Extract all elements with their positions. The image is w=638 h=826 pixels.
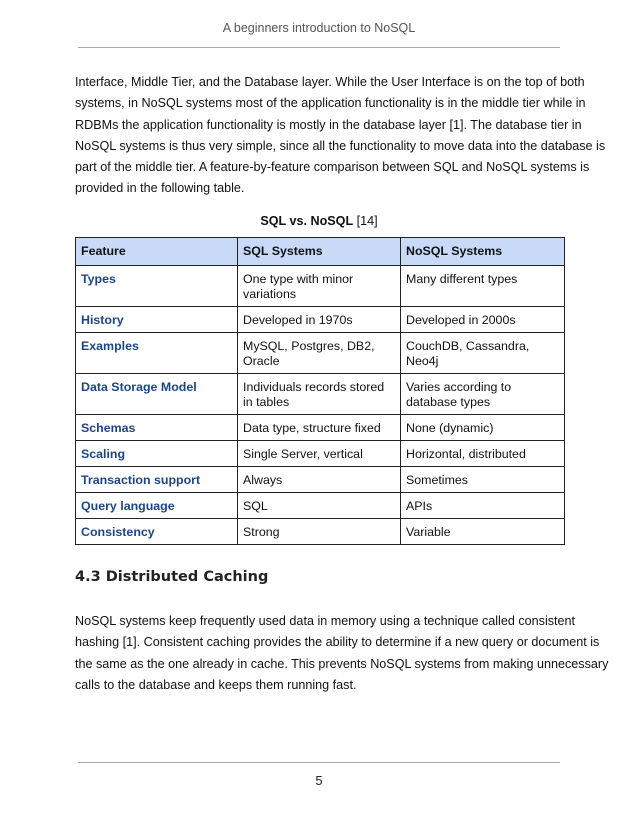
header-divider	[78, 47, 560, 48]
running-header: A beginners introduction to NoSQL	[222, 21, 416, 35]
sql-cell: Single Server, vertical	[238, 441, 401, 467]
nosql-cell: Horizontal, distributed	[401, 441, 565, 467]
column-header: SQL Systems	[238, 238, 401, 266]
text-line: NoSQL systems is thus very simple, since all the functionality to move data into the database is	[75, 138, 606, 153]
column-header: NoSQL Systems	[401, 238, 565, 266]
table-row	[76, 266, 565, 307]
table-row	[76, 415, 565, 441]
nosql-cell: Many different types	[401, 266, 565, 307]
feature-cell: Transaction support	[76, 467, 238, 493]
feature-cell: Examples	[76, 333, 238, 374]
sql-cell: Data type, structure fixed	[238, 415, 401, 441]
text-line: NoSQL systems keep frequently used data in memory using a technique called consistent	[75, 614, 576, 628]
nosql-cell: Varies according to database types	[401, 374, 565, 415]
feature-cell: Data Storage Model	[76, 374, 238, 415]
feature-cell: Consistency	[76, 519, 238, 545]
intro-paragraph	[75, 72, 606, 200]
nosql-cell: Variable	[401, 519, 565, 545]
nosql-cell: Sometimes	[401, 467, 565, 493]
table-row	[76, 467, 565, 493]
sql-cell: MySQL, Postgres, DB2, Oracle	[238, 333, 401, 374]
table-row	[76, 333, 565, 374]
sql-cell: Always	[238, 467, 401, 493]
feature-cell: Scaling	[76, 441, 238, 467]
text-line: calls to the database and keeps them running fast.	[75, 677, 357, 692]
column-header: Feature	[76, 238, 238, 266]
text-line: systems, in NoSQL systems most of the application functionality is in the middle tier while in	[75, 96, 586, 111]
table-row	[76, 519, 565, 545]
text-line: the same as the one already in cache. This prevents NoSQL systems from making unnecessary	[75, 656, 609, 671]
comparison-table	[75, 237, 565, 545]
feature-cell: History	[76, 307, 238, 333]
table-row	[76, 374, 565, 415]
section-heading: 4.3 Distributed Caching	[75, 569, 269, 585]
feature-cell: Query language	[76, 493, 238, 519]
table-caption-ref: [14]	[353, 214, 378, 228]
text-line: Interface, Middle Tier, and the Database layer. While the User Interface is on the top of both	[75, 75, 585, 89]
table-caption	[0, 214, 638, 228]
sql-cell: Individuals records stored in tables	[238, 374, 401, 415]
table-row	[76, 441, 565, 467]
body-paragraph	[75, 611, 609, 696]
page-number: 5	[315, 773, 323, 788]
text-line: provided in the following table.	[75, 181, 245, 196]
sql-cell: SQL	[238, 493, 401, 519]
text-line: RDBMs the application functionality is mostly in the database layer [1]. The database tier in	[75, 117, 582, 132]
table-row	[76, 493, 565, 519]
feature-cell: Types	[76, 266, 238, 307]
footer-divider	[78, 762, 560, 763]
table-header-row	[76, 238, 565, 266]
sql-cell: One type with minor variations	[238, 266, 401, 307]
nosql-cell: APIs	[401, 493, 565, 519]
text-line: hashing [1]. Consistent caching provides the ability to determine if a new query or document is	[75, 635, 600, 650]
sql-cell: Developed in 1970s	[238, 307, 401, 333]
nosql-cell: Developed in 2000s	[401, 307, 565, 333]
table-row	[76, 307, 565, 333]
feature-cell: Schemas	[76, 415, 238, 441]
sql-cell: Strong	[238, 519, 401, 545]
table-caption-title: SQL vs. NoSQL	[260, 214, 354, 228]
nosql-cell: CouchDB, Cassandra, Neo4j	[401, 333, 565, 374]
nosql-cell: None (dynamic)	[401, 415, 565, 441]
text-line: part of the middle tier. A feature-by-feature comparison between SQL and NoSQL systems is	[75, 160, 590, 175]
